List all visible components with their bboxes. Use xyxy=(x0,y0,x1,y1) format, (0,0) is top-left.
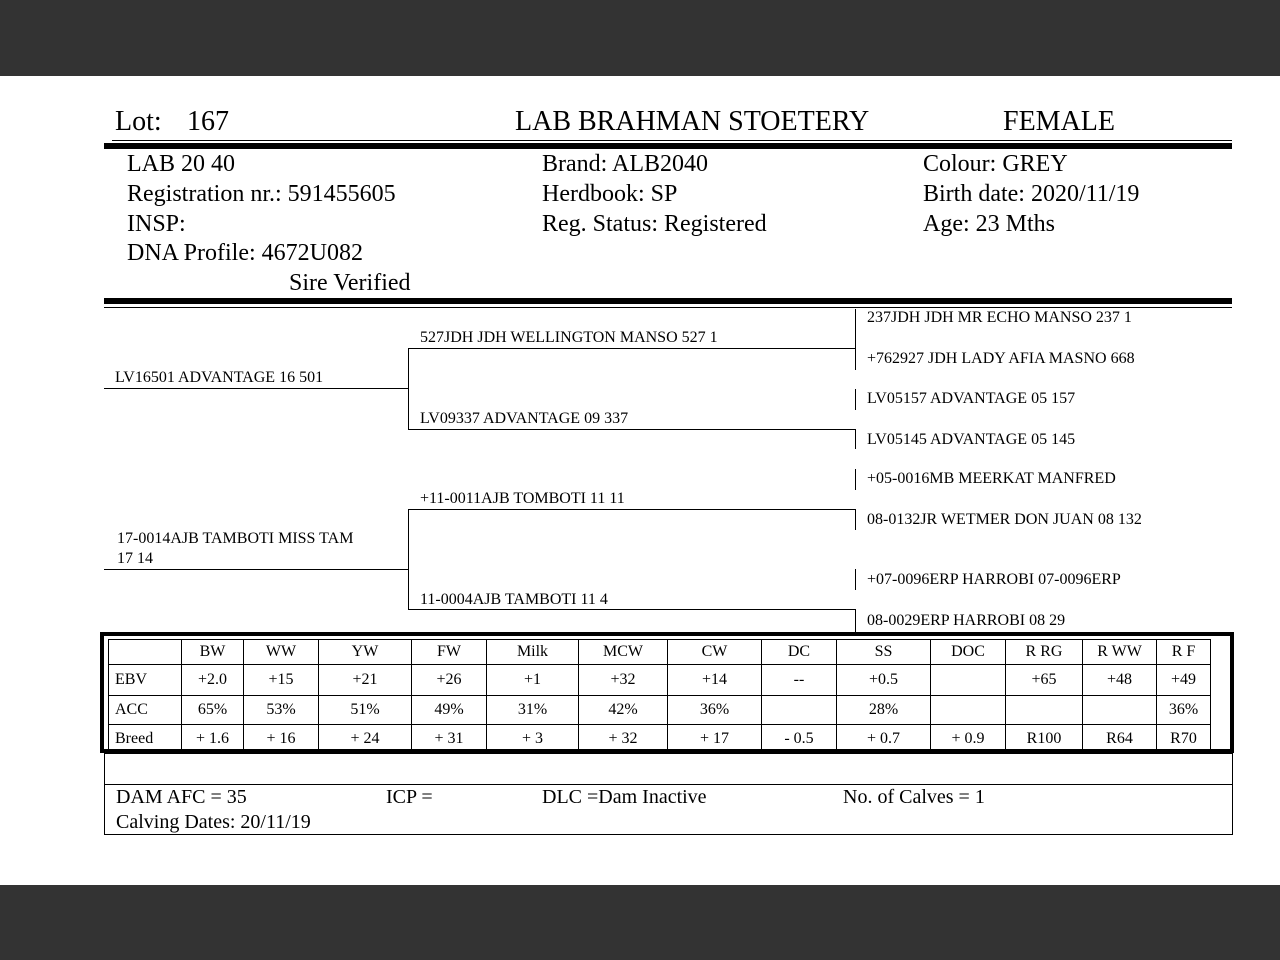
header-rule-thick xyxy=(104,143,1232,149)
ds-sire-name: +05-0016MB MEERKAT MANFRED xyxy=(867,470,1116,487)
ebv-cell: 31% xyxy=(487,696,579,725)
ebv-cell: + 3 xyxy=(487,725,579,754)
sire-name: LV16501 ADVANTAGE 16 501 xyxy=(115,369,324,386)
sire-bracket xyxy=(408,348,409,429)
dam-line xyxy=(104,569,409,570)
insp-field: INSP: xyxy=(127,211,186,237)
ebv-cell: +21 xyxy=(319,665,412,696)
ds-bracket-bottom xyxy=(855,510,856,530)
ebv-cell: + 1.6 xyxy=(182,725,244,754)
ebv-cell: R70 xyxy=(1157,725,1211,754)
ebv-cell: +2.0 xyxy=(182,665,244,696)
sex-label: FEMALE xyxy=(1003,106,1115,137)
colour-field: Colour: GREY xyxy=(923,151,1068,177)
sire-verified: Sire Verified xyxy=(289,270,411,296)
ebv-cell: R64 xyxy=(1083,725,1157,754)
ebv-cell: 28% xyxy=(837,696,931,725)
reg-status: Reg. Status: Registered xyxy=(542,211,767,237)
sire-line xyxy=(104,388,409,389)
ebv-cell: + 31 xyxy=(412,725,487,754)
dd-bracket-bottom xyxy=(855,610,856,632)
ss-sire-name: 237JDH JDH MR ECHO MANSO 237 1 xyxy=(867,309,1132,326)
ebv-cell: +15 xyxy=(244,665,319,696)
dam-bracket xyxy=(408,509,409,610)
ebv-row xyxy=(109,725,1211,754)
dam-dam-line xyxy=(408,609,856,610)
ds-bracket-top xyxy=(855,469,856,490)
ebv-header-cell: WW xyxy=(244,640,319,665)
breeder-name: LAB BRAHMAN STOETERY xyxy=(515,106,870,137)
ebv-row-label: ACC xyxy=(109,696,182,725)
sd-dam-name: LV05145 ADVANTAGE 05 145 xyxy=(867,431,1076,448)
info-rule-thick xyxy=(104,298,1232,304)
ebv-cell: +14 xyxy=(668,665,762,696)
ebv-cell xyxy=(931,696,1006,725)
ebv-cell: +65 xyxy=(1006,665,1083,696)
dd-bracket-top xyxy=(855,569,856,590)
ebv-cell: 53% xyxy=(244,696,319,725)
age-field: Age: 23 Mths xyxy=(923,211,1055,237)
ebv-header-cell: YW xyxy=(319,640,412,665)
ebv-cell: +48 xyxy=(1083,665,1157,696)
ebv-cell xyxy=(762,696,837,725)
sire-dam-line xyxy=(408,429,856,430)
dam-name-line2: 17 14 xyxy=(117,550,153,567)
sd-bracket-top xyxy=(855,389,856,410)
herdbook-field: Herdbook: SP xyxy=(542,181,678,207)
ebv-header-cell: SS xyxy=(837,640,931,665)
sire-sire-line xyxy=(408,348,856,349)
ebv-cell: +26 xyxy=(412,665,487,696)
ebv-cell: + 24 xyxy=(319,725,412,754)
ebv-cell xyxy=(1006,696,1083,725)
ebv-cell: + 32 xyxy=(579,725,668,754)
dam-afc: DAM AFC = 35 xyxy=(116,786,247,808)
ebv-cell: 42% xyxy=(579,696,668,725)
ebv-header-cell: BW xyxy=(182,640,244,665)
ebv-header-cell: DOC xyxy=(931,640,1006,665)
ebv-header-cell: R F xyxy=(1157,640,1211,665)
ebv-cell: +49 xyxy=(1157,665,1211,696)
ebv-row-label: Breed xyxy=(109,725,182,754)
dlc-field: DLC =Dam Inactive xyxy=(542,786,707,808)
top-dark-band xyxy=(0,0,1280,76)
ebv-cell: +0.5 xyxy=(837,665,931,696)
ebv-header-cell: DC xyxy=(762,640,837,665)
bottom-dark-band xyxy=(0,885,1280,960)
ebv-table xyxy=(108,639,1211,754)
dam-sire-name: +11-0011AJB TOMBOTI 11 11 xyxy=(420,490,625,507)
birth-date: Birth date: 2020/11/19 xyxy=(923,181,1140,207)
ebv-cell: + 16 xyxy=(244,725,319,754)
dna-profile: DNA Profile: 4672U082 xyxy=(127,240,363,266)
dam-dam-name: 11-0004AJB TAMBOTI 11 4 xyxy=(420,591,608,608)
info-rule-thin xyxy=(104,307,1232,308)
ebv-cell xyxy=(931,665,1006,696)
ebv-cell: + 0.7 xyxy=(837,725,931,754)
brand-field: Brand: ALB2040 xyxy=(542,151,708,177)
dam-info-divider xyxy=(104,784,1233,785)
ss-bracket-bottom xyxy=(855,349,856,370)
sire-dam-name: LV09337 ADVANTAGE 09 337 xyxy=(420,410,629,427)
icp-field: ICP = xyxy=(386,786,433,808)
ebv-header-cell: MCW xyxy=(579,640,668,665)
ebv-row-label: EBV xyxy=(109,665,182,696)
ebv-row xyxy=(109,696,1211,725)
ss-dam-name: +762927 JDH LADY AFIA MASNO 668 xyxy=(867,350,1135,367)
ebv-cell xyxy=(1083,696,1157,725)
ds-dam-name: 08-0132JR WETMER DON JUAN 08 132 xyxy=(867,511,1142,528)
ebv-cell: 36% xyxy=(1157,696,1211,725)
ebv-cell: 49% xyxy=(412,696,487,725)
ebv-header-cell: FW xyxy=(412,640,487,665)
dam-name-line1: 17-0014AJB TAMBOTI MISS TAM xyxy=(117,530,354,547)
ebv-cell: - 0.5 xyxy=(762,725,837,754)
dd-dam-name: 08-0029ERP HARROBI 08 29 xyxy=(867,612,1066,629)
ebv-cell: 51% xyxy=(319,696,412,725)
lot-number: 167 xyxy=(187,106,229,137)
ebv-header-cell: CW xyxy=(668,640,762,665)
ebv-header-cell xyxy=(109,640,182,665)
header-rule-thin xyxy=(112,140,1232,141)
calving-dates: Calving Dates: 20/11/19 xyxy=(116,811,311,833)
sd-bracket-bottom xyxy=(855,430,856,449)
calves-count: No. of Calves = 1 xyxy=(843,786,985,808)
ebv-header-cell: Milk xyxy=(487,640,579,665)
dam-sire-line xyxy=(408,509,856,510)
ebv-cell: 36% xyxy=(668,696,762,725)
ebv-cell: -- xyxy=(762,665,837,696)
ebv-cell: + 17 xyxy=(668,725,762,754)
sire-sire-name: 527JDH JDH WELLINGTON MANSO 527 1 xyxy=(420,329,718,346)
ebv-cell: +1 xyxy=(487,665,579,696)
ebv-cell: 65% xyxy=(182,696,244,725)
ebv-cell: +32 xyxy=(579,665,668,696)
registration-number: Registration nr.: 591455605 xyxy=(127,181,396,207)
ebv-row xyxy=(109,665,1211,696)
lot-label: Lot: xyxy=(115,106,162,137)
ebv-header-cell: R WW xyxy=(1083,640,1157,665)
ebv-cell: R100 xyxy=(1006,725,1083,754)
ss-bracket-top xyxy=(855,309,856,348)
animal-id: LAB 20 40 xyxy=(127,151,235,177)
ebv-header-cell: R RG xyxy=(1006,640,1083,665)
sd-sire-name: LV05157 ADVANTAGE 05 157 xyxy=(867,390,1076,407)
dd-sire-name: +07-0096ERP HARROBI 07-0096ERP xyxy=(867,571,1121,588)
ebv-header-row xyxy=(109,640,1211,665)
ebv-cell: + 0.9 xyxy=(931,725,1006,754)
